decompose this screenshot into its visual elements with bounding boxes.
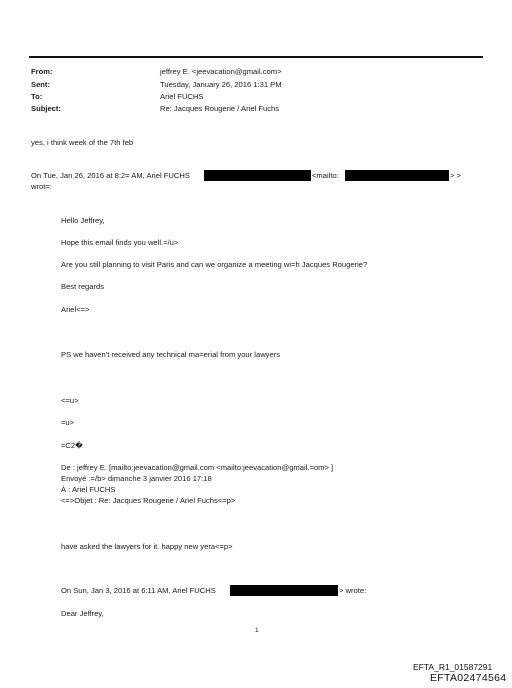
signature-line: Ariel<=> — [61, 305, 90, 314]
quote1-wrote: wrot=: — [31, 182, 52, 191]
sent-label: Sent: — [31, 80, 50, 89]
fwd-objet: <=>Objet : Re: Jacques Rougerie / Ariel Fuchs<=p> — [61, 496, 236, 505]
quote2-prefix: On Sun, Jan 3, 2016 at 6:11 AM, Ariel FUCHS — [61, 586, 216, 595]
bates-id-primary: EFTA_R1_01587291 — [413, 662, 493, 672]
regards-line: Best regards — [61, 282, 105, 291]
quote1-mailto: <mailto: — [312, 171, 339, 180]
quote1-end: > > — [450, 171, 461, 180]
fwd-envoye: Envoyé :=/b> dimanche 3 janvier 2016 17:18 — [61, 474, 212, 483]
page-number: 1 — [255, 627, 259, 634]
subject-label: Subject: — [31, 104, 61, 113]
bates-id-secondary: EFTA02474564 — [430, 672, 507, 684]
reply-text: yes, i think week of the 7th feb — [31, 138, 134, 147]
fwd-a: À : Ariel FUCHS — [61, 485, 116, 494]
subject-value: Re: Jacques Rougerie / Ariel Fuchs — [160, 104, 280, 113]
fragment-line: =C2� — [61, 441, 83, 450]
from-label: From: — [31, 67, 53, 76]
redaction-box — [345, 170, 449, 181]
sent-value: Tuesday, January 26, 2016 1:31 PM — [160, 80, 282, 89]
to-label: To: — [31, 92, 43, 101]
hope-line: Hope this email finds you well.=/u> — [61, 238, 179, 247]
redaction-box — [204, 170, 311, 181]
question-line: Are you still planning to visit Paris and can we organize a meeting wi=h Jacques Rougerie? — [61, 260, 368, 269]
fragment-line: <=u> — [61, 396, 79, 405]
lawyers-line: have asked the lawyers for it. happy new yera<=p> — [61, 542, 233, 551]
redaction-box — [230, 585, 338, 596]
from-value: jeffrey E. <jeevacation@gmail.com> — [160, 67, 282, 76]
to-value: Ariel FUCHS — [160, 92, 204, 101]
fragment-line: =u> — [61, 418, 75, 427]
quote2-end: > wrote: — [339, 586, 367, 595]
quote1-prefix: On Tue, Jan 26, 2016 at 8:2= AM, Ariel FUCHS — [31, 171, 190, 180]
greeting: Hello Jeffrey, — [61, 216, 105, 225]
dear-line: Dear Jeffrey, — [61, 609, 104, 618]
fwd-de: De : jeffrey E. [mailto:jeevacation@gmail.com <mailto:jeevacation@gmail.=om> ] — [61, 463, 334, 472]
ps-line: PS we haven't received any technical ma=erial from your lawyers — [61, 350, 281, 359]
header-rule — [29, 56, 483, 58]
